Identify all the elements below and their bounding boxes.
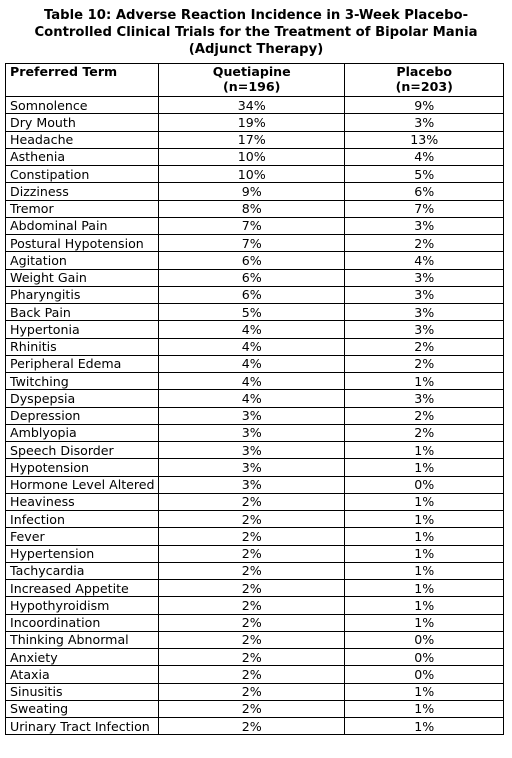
placebo-cell: 1% xyxy=(345,580,504,597)
term-cell: Incoordination xyxy=(6,614,159,631)
placebo-cell: 1% xyxy=(345,442,504,459)
term-cell: Rhinitis xyxy=(6,338,159,355)
term-cell: Dry Mouth xyxy=(6,114,159,131)
quetiapine-cell: 2% xyxy=(158,683,344,700)
quetiapine-cell: 7% xyxy=(158,217,344,234)
term-cell: Increased Appetite xyxy=(6,580,159,597)
quetiapine-cell: 4% xyxy=(158,390,344,407)
table-row xyxy=(6,148,504,165)
table-row xyxy=(6,442,504,459)
term-cell: Speech Disorder xyxy=(6,442,159,459)
table-row xyxy=(6,286,504,303)
table-row xyxy=(6,355,504,372)
placebo-cell: 1% xyxy=(345,562,504,579)
quetiapine-cell: 2% xyxy=(158,614,344,631)
term-cell: Thinking Abnormal xyxy=(6,631,159,648)
term-cell: Headache xyxy=(6,131,159,148)
header-quetiapine xyxy=(158,64,344,97)
quetiapine-cell: 2% xyxy=(158,493,344,510)
quetiapine-cell: 19% xyxy=(158,114,344,131)
quetiapine-cell: 2% xyxy=(158,597,344,614)
placebo-cell: 3% xyxy=(345,390,504,407)
table-row xyxy=(6,528,504,545)
term-cell: Anxiety xyxy=(6,649,159,666)
quetiapine-cell: 2% xyxy=(158,700,344,717)
table-row xyxy=(6,631,504,648)
table-row xyxy=(6,614,504,631)
placebo-cell: 0% xyxy=(345,666,504,683)
placebo-cell: 3% xyxy=(345,304,504,321)
quetiapine-cell: 3% xyxy=(158,476,344,493)
quetiapine-cell: 6% xyxy=(158,286,344,303)
table-row xyxy=(6,459,504,476)
table-row xyxy=(6,649,504,666)
title-line-2: Controlled Clinical Trials for the Treatment of Bipolar Mania xyxy=(34,25,478,40)
term-cell: Tremor xyxy=(6,200,159,217)
quetiapine-cell: 10% xyxy=(158,148,344,165)
placebo-cell: 5% xyxy=(345,166,504,183)
quetiapine-cell: 7% xyxy=(158,235,344,252)
placebo-cell: 0% xyxy=(345,631,504,648)
quetiapine-cell: 3% xyxy=(158,407,344,424)
term-cell: Hypertonia xyxy=(6,321,159,338)
placebo-cell: 9% xyxy=(345,97,504,114)
term-cell: Depression xyxy=(6,407,159,424)
term-cell: Peripheral Edema xyxy=(6,355,159,372)
placebo-cell: 2% xyxy=(345,235,504,252)
header-placebo-n: (n=203) xyxy=(395,79,453,94)
table-row xyxy=(6,562,504,579)
header-placebo xyxy=(345,64,504,97)
table-row xyxy=(6,511,504,528)
term-cell: Hypertension xyxy=(6,545,159,562)
term-cell: Heaviness xyxy=(6,493,159,510)
quetiapine-cell: 2% xyxy=(158,649,344,666)
term-cell: Constipation xyxy=(6,166,159,183)
placebo-cell: 1% xyxy=(345,700,504,717)
quetiapine-cell: 3% xyxy=(158,424,344,441)
term-cell: Asthenia xyxy=(6,148,159,165)
table-row xyxy=(6,407,504,424)
table-row xyxy=(6,476,504,493)
table-row xyxy=(6,269,504,286)
term-cell: Amblyopia xyxy=(6,424,159,441)
placebo-cell: 1% xyxy=(345,528,504,545)
term-cell: Weight Gain xyxy=(6,269,159,286)
quetiapine-cell: 6% xyxy=(158,269,344,286)
table-row xyxy=(6,718,504,735)
quetiapine-cell: 2% xyxy=(158,562,344,579)
quetiapine-cell: 2% xyxy=(158,631,344,648)
term-cell: Sinusitis xyxy=(6,683,159,700)
quetiapine-cell: 2% xyxy=(158,528,344,545)
table-row xyxy=(6,597,504,614)
table-row xyxy=(6,580,504,597)
table-row xyxy=(6,252,504,269)
term-cell: Agitation xyxy=(6,252,159,269)
term-cell: Hormone Level Altered xyxy=(6,476,159,493)
table-row xyxy=(6,166,504,183)
quetiapine-cell: 17% xyxy=(158,131,344,148)
placebo-cell: 1% xyxy=(345,683,504,700)
placebo-cell: 1% xyxy=(345,545,504,562)
placebo-cell: 0% xyxy=(345,649,504,666)
placebo-cell: 2% xyxy=(345,338,504,355)
term-cell: Somnolence xyxy=(6,97,159,114)
table-row xyxy=(6,424,504,441)
term-cell: Pharyngitis xyxy=(6,286,159,303)
title-line-3: (Adjunct Therapy) xyxy=(188,42,324,57)
placebo-cell: 1% xyxy=(345,597,504,614)
quetiapine-cell: 4% xyxy=(158,355,344,372)
table-header-row xyxy=(6,64,504,97)
table-row xyxy=(6,373,504,390)
table-title xyxy=(6,7,506,58)
table-row xyxy=(6,683,504,700)
term-cell: Hypotension xyxy=(6,459,159,476)
term-cell: Back Pain xyxy=(6,304,159,321)
placebo-cell: 6% xyxy=(345,183,504,200)
placebo-cell: 3% xyxy=(345,217,504,234)
quetiapine-cell: 2% xyxy=(158,511,344,528)
placebo-cell: 3% xyxy=(345,321,504,338)
table-row xyxy=(6,390,504,407)
adverse-reaction-table xyxy=(5,63,504,735)
quetiapine-cell: 3% xyxy=(158,442,344,459)
quetiapine-cell: 5% xyxy=(158,304,344,321)
term-cell: Infection xyxy=(6,511,159,528)
placebo-cell: 1% xyxy=(345,373,504,390)
table-row xyxy=(6,493,504,510)
table-row xyxy=(6,217,504,234)
placebo-cell: 2% xyxy=(345,355,504,372)
quetiapine-cell: 4% xyxy=(158,373,344,390)
placebo-cell: 13% xyxy=(345,131,504,148)
table-row xyxy=(6,131,504,148)
table-row xyxy=(6,200,504,217)
term-cell: Dizziness xyxy=(6,183,159,200)
term-cell: Hypothyroidism xyxy=(6,597,159,614)
header-quetiapine-label: Quetiapine xyxy=(212,64,291,79)
table-row xyxy=(6,545,504,562)
table-row xyxy=(6,183,504,200)
term-cell: Twitching xyxy=(6,373,159,390)
quetiapine-cell: 2% xyxy=(158,666,344,683)
placebo-cell: 3% xyxy=(345,114,504,131)
quetiapine-cell: 6% xyxy=(158,252,344,269)
quetiapine-cell: 4% xyxy=(158,338,344,355)
quetiapine-cell: 2% xyxy=(158,718,344,735)
quetiapine-cell: 8% xyxy=(158,200,344,217)
placebo-cell: 0% xyxy=(345,476,504,493)
title-line-1: Table 10: Adverse Reaction Incidence in 3-Week Placebo- xyxy=(43,8,469,23)
placebo-cell: 4% xyxy=(345,148,504,165)
table-row xyxy=(6,114,504,131)
table-row xyxy=(6,666,504,683)
table-row xyxy=(6,304,504,321)
quetiapine-cell: 2% xyxy=(158,580,344,597)
header-quetiapine-n: (n=196) xyxy=(223,79,281,94)
quetiapine-cell: 9% xyxy=(158,183,344,200)
table-row xyxy=(6,321,504,338)
quetiapine-cell: 2% xyxy=(158,545,344,562)
term-cell: Postural Hypotension xyxy=(6,235,159,252)
table-row xyxy=(6,700,504,717)
quetiapine-cell: 3% xyxy=(158,459,344,476)
term-cell: Urinary Tract Infection xyxy=(6,718,159,735)
table-body xyxy=(6,97,504,735)
placebo-cell: 1% xyxy=(345,493,504,510)
table-row xyxy=(6,235,504,252)
term-cell: Tachycardia xyxy=(6,562,159,579)
placebo-cell: 4% xyxy=(345,252,504,269)
placebo-cell: 1% xyxy=(345,614,504,631)
term-cell: Dyspepsia xyxy=(6,390,159,407)
quetiapine-cell: 34% xyxy=(158,97,344,114)
placebo-cell: 3% xyxy=(345,286,504,303)
placebo-cell: 1% xyxy=(345,718,504,735)
quetiapine-cell: 10% xyxy=(158,166,344,183)
term-cell: Abdominal Pain xyxy=(6,217,159,234)
quetiapine-cell: 4% xyxy=(158,321,344,338)
term-cell: Fever xyxy=(6,528,159,545)
header-preferred-term: Preferred Term xyxy=(6,64,159,97)
table-row xyxy=(6,338,504,355)
term-cell: Ataxia xyxy=(6,666,159,683)
placebo-cell: 2% xyxy=(345,407,504,424)
placebo-cell: 7% xyxy=(345,200,504,217)
placebo-cell: 1% xyxy=(345,459,504,476)
placebo-cell: 2% xyxy=(345,424,504,441)
table-row xyxy=(6,97,504,114)
header-placebo-label: Placebo xyxy=(396,64,453,79)
placebo-cell: 1% xyxy=(345,511,504,528)
term-cell: Sweating xyxy=(6,700,159,717)
placebo-cell: 3% xyxy=(345,269,504,286)
